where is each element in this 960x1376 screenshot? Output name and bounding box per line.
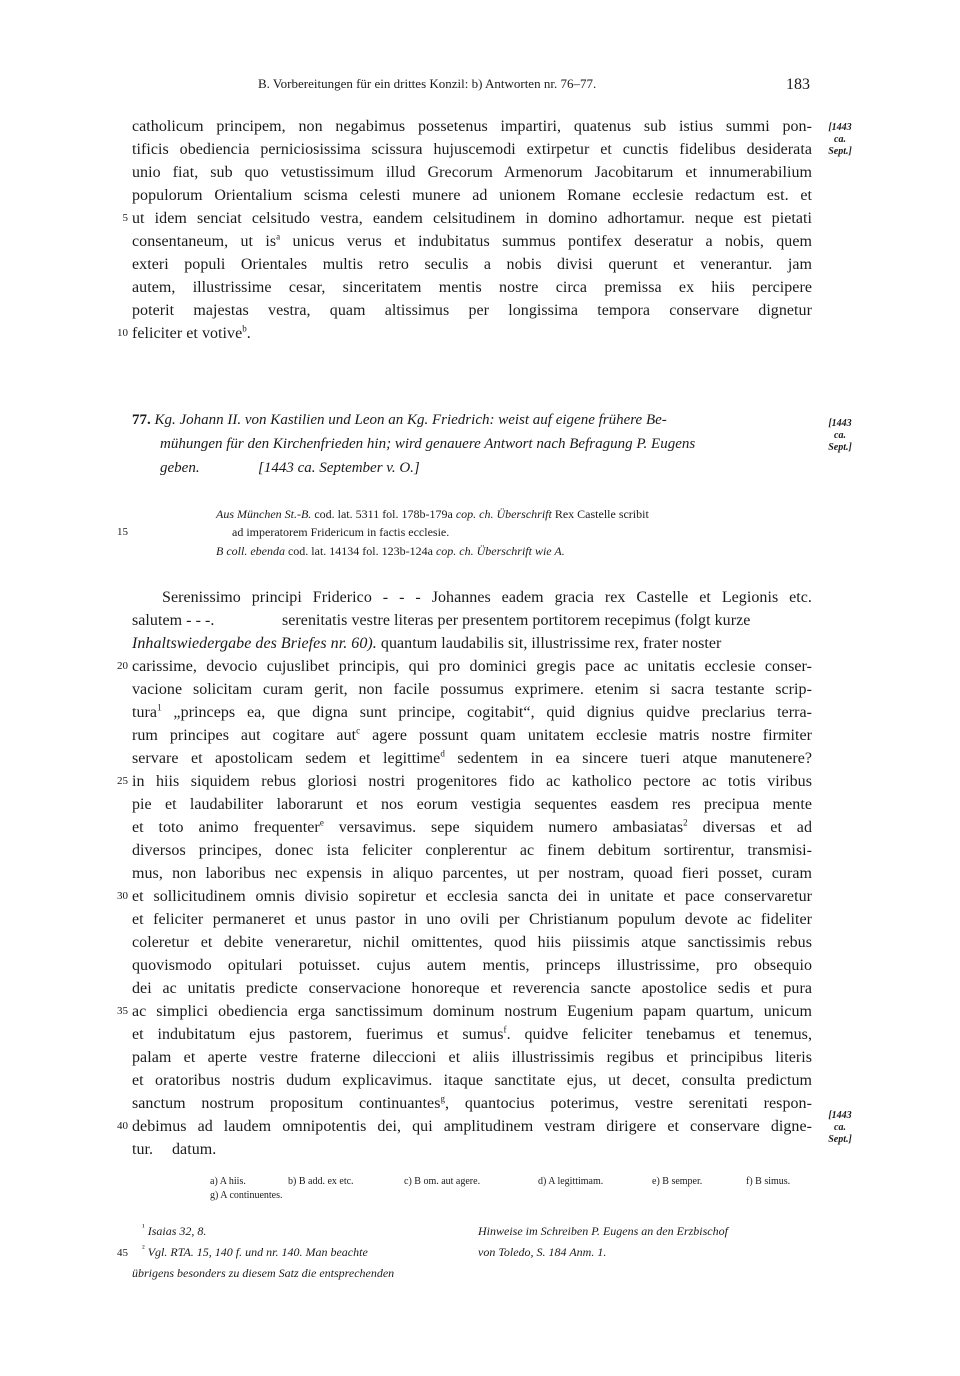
text-line: palam et aperte vestre fraterne dileccioni et aliis illustrissimis regibus et principibus literis <box>132 1049 812 1066</box>
heading-line: mühungen für den Kirchenfrieden hin; wird genauere Antwort nach Befragung P. Eugens <box>160 436 696 452</box>
text-line: coleretur et debite veneraretur, nichil omittentes, quod hiis piissimis atque sanctissimis rebus <box>132 934 812 951</box>
text-line: tificis obediencia perniciosissima scissura hujuscemodi extirpetur et cunctis fidelibus desiderata <box>132 141 812 158</box>
line-number: 20 <box>117 660 128 672</box>
line-number: 45 <box>117 1247 128 1259</box>
margin-date: [1443 ca. Sept.] <box>828 418 852 453</box>
line-number: 5 <box>122 212 128 224</box>
text-line: autem, illustrissime cesar, sinceritatem mentis nostre circa premissa ex hiis percipere <box>132 279 812 296</box>
running-title: B. Vorbereitungen für ein drittes Konzil: b) Antworten nr. 76–77. <box>258 76 597 91</box>
text-line: rum principes aut cogitare aut$^c$ agere possunt quam unitatem ecclesie matris nostre firmiter <box>132 725 812 744</box>
line-number: 40 <box>117 1120 128 1132</box>
footnote: übrigens besonders zu diesem Satz die entsprechenden <box>132 1266 395 1280</box>
footnote: $^{^1}$ Isaias 32, 8. <box>142 1222 207 1238</box>
text-line: catholicum principem, non negabimus possetenus impartiri, quatenus sub istius summi pon- <box>132 118 812 135</box>
variant-note: e) B semper. <box>652 1176 703 1187</box>
line-number: 10 <box>117 327 128 339</box>
variant-note: d) A legittimam. <box>538 1176 604 1187</box>
document-number: 77. <box>132 412 151 428</box>
text-line: sanctum nostrum propositum continuantes$^g$, quantocius poterimus, vestre serenitati respon- <box>132 1093 812 1112</box>
variant-note: a) A hiis. <box>210 1176 246 1187</box>
margin-date: [1443 ca. Sept.] <box>828 1110 852 1145</box>
text-line: et sollicitudinem omnis divisio sopiretur et ecclesia sancta dei in unitate et pace conservaretur <box>132 888 812 905</box>
text-line: quovismodo opitulari potuisset. cujus autem mentis, princeps illustrissime, pro obsequio <box>132 957 812 974</box>
heading-line: Kg. Johann II. von Kastilien und Leon an Kg. Friedrich: weist auf eigene frühere Be- <box>154 412 667 428</box>
text-line: servare et apostolicam sedem et legittime$^d$ sedentem in ea sincere tueri atque manutenere? <box>132 748 812 767</box>
text-line: Inhaltswiedergabe des Briefes nr. 60). quantum laudabilis sit, illustrissime rex, frater noster <box>132 635 722 652</box>
text-line: tur. datum. <box>132 1141 217 1158</box>
text-line: in hiis siquidem rebus gloriosi nostri progenitores fido ac katholico pectore ac totis viribus <box>132 773 812 790</box>
text-line: consentaneum, ut $is^a$ unicus verus et indubitatus summus pontifex deseratur a nobis, quem <box>132 231 812 250</box>
variant-note: b) B add. ex etc. <box>288 1176 354 1187</box>
text-line: et oratoribus nostris dudum explicavimus. itaque sanctitate ejus, ut decet, consulta predictum <box>132 1072 812 1089</box>
footnote: von Toledo, S. 184 Anm. 1. <box>478 1245 607 1259</box>
variant-note: c) B om. aut agere. <box>404 1176 481 1187</box>
line-number: 25 <box>117 775 128 787</box>
text-line: feliciter et votive$^b$. <box>132 323 251 342</box>
text-line: dei ac unitatis predicte conservacione honoreque et reverencia sancte apostolice sedis et pura <box>132 980 812 997</box>
variant-note: f) B simus. <box>746 1176 791 1187</box>
source-line: ad imperatorem Fridericum in factis ecclesie. <box>232 525 450 539</box>
text-line: poterit majestas vestra, quam altissimus per longissima tempora conservare dignetur <box>132 302 812 319</box>
margin-date: [1443 ca. Sept.] <box>828 122 852 157</box>
text-line: populorum Orientalium scisma celesti munere ad unionem Romane ecclesie redactum est. et <box>132 187 812 204</box>
heading-line: geben. <box>160 460 200 476</box>
page-number: 183 <box>786 76 810 93</box>
text-line: pie et laudabiliter laborarunt et nos eorum vestigia sequentes easdem res precipua mente <box>132 796 812 813</box>
text-line: ac simplici obediencia erga sanctissimum dominum nostrum Eugenium papam quartum, unicum <box>132 1003 812 1020</box>
text-line: debimus ad laudem omnipotentis dei, qui amplitudinem vestram dirigere et conservare digne- <box>132 1118 812 1135</box>
text-line: unio fiat, sub quo vetustissimum illud Grecorum Armenorum Jacobitarum et innumerabilium <box>132 164 812 181</box>
variant-note: g) A continuentes. <box>210 1190 283 1201</box>
source-line: B coll. ebenda cod. lat. 14134 fol. 123b-124a cop. ch. Überschrift wie A. <box>216 544 565 558</box>
footnote: Hinweise im Schreiben P. Eugens an den Erzbischof <box>478 1224 728 1238</box>
text-line: salutem - - -. serenitatis vestre literas per presentem portitorem recepimus (folgt kurze <box>132 612 751 629</box>
text-line: vacione solicitam curam gerit, non facile possumus exprimere. etenim si sacra testante scrip- <box>132 681 812 698</box>
text-line: et toto animo frequenter$^e$ versavimus. sepe siquidem numero ambasiatas$^2$ diversas et ad <box>132 817 812 836</box>
line-number: 30 <box>117 890 128 902</box>
text-line: carissime, devocio cujuslibet principis, qui pro dominici gregis pace ac unitatis ecclesie conser- <box>132 658 812 675</box>
text-line: diversos principes, donec ista feliciter conplerentur ac finem debitum sortirentur, transmisi- <box>132 842 812 859</box>
footnote: $^{^2}$ Vgl. RTA. 15, 140 f. und nr. 140. Man beachte <box>142 1243 368 1259</box>
line-number: 15 <box>117 526 128 538</box>
text-line: Serenissimo principi Friderico - - - Johannes eadem gracia rex Castelle et Legionis etc. <box>162 589 812 606</box>
text-line: ut idem senciat celsitudo vestra, eandem celsitudinem in domino adhortamur. neque est pietati <box>132 210 812 227</box>
line-number: 35 <box>117 1005 128 1017</box>
text-line: exteri populi Orientales multis retro seculis a nobis divisi querunt et venerantur. jam <box>132 256 812 273</box>
text-line: tura$^1$ „princeps ea, que digna sunt principe, cogitabit“, quid dignius quidve preclarius terra- <box>132 702 812 721</box>
text-line: et indubitatum ejus pastorem, fuerimus et sumus$^f$. quidve feliciter tenebamus et tenemus, <box>132 1024 813 1043</box>
text-line: mus, non laboribus nec expensis in aliquo parcentes, ut per nostram, quoad fieri posset, curam <box>132 865 812 882</box>
heading-date: [1443 ca. September v. O.] <box>258 460 420 476</box>
text-line: et feliciter permaneret et unus pastor in uno ovili per Christianum populum devote ac fideliter <box>132 911 812 928</box>
source-line: Aus München St.-B. cod. lat. 5311 fol. 178b-179a cop. ch. Überschrift Rex Castelle scribit <box>216 507 649 521</box>
